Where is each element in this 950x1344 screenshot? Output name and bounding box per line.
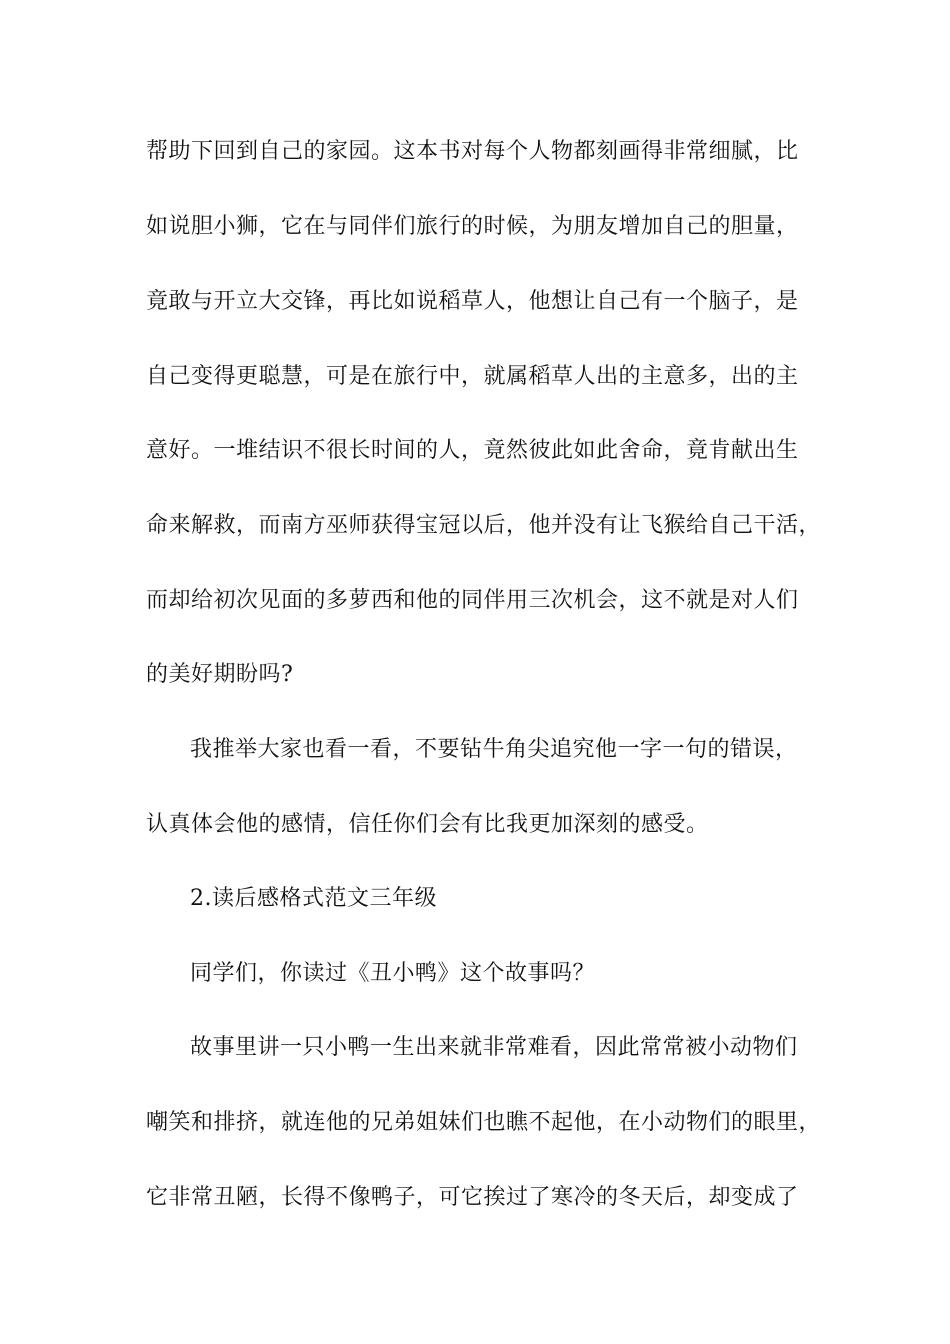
text-line: 的美好期盼吗? [146, 662, 294, 687]
text-line: 认真体会他的感情，信任你们会有比我更加深刻的感受。 [146, 812, 709, 837]
text-line: 嘲笑和排挤，就连他的兄弟姐妹们也瞧不起他，在小动物们的眼里， [146, 1110, 822, 1135]
text-line: 如说胆小狮，它在与同伴们旅行的时候，为朋友增加自己的胆量， [146, 214, 799, 239]
text-line: 同学们，你读过《丑小鸭》这个故事吗？ [190, 961, 596, 986]
text-line: 竟敢与开立大交锋，再比如说稻草人，他想让自己有一个脑子，是 [146, 289, 799, 314]
text-line: 意好。一堆结识不很长时间的人，竟然彼此如此舍命，竟肯献出生 [146, 438, 799, 463]
text-line: 故事里讲一只小鸭一生出来就非常难看，因此常常被小动物们 [190, 1035, 798, 1060]
text-line: 而却给初次见面的多萝西和他的同伴用三次机会，这不就是对人们 [146, 588, 799, 613]
text-line: 帮助下回到自己的家园。这本书对每个人物都刻画得非常细腻，比 [146, 139, 799, 164]
section-heading: 2.读后感格式范文三年级 [190, 886, 437, 911]
text-line: 命来解救，而南方巫师获得宝冠以后，他并没有让飞猴给自己干活， [146, 513, 822, 538]
text-line: 它非常丑陋，长得不像鸭子，可它挨过了寒冷的冬天后，却变成了 [146, 1185, 799, 1210]
text-line: 我推举大家也看一看，不要钻牛角尖追究他一字一句的错误， [190, 737, 798, 762]
text-line: 自己变得更聪慧，可是在旅行中，就属稻草人出的主意多，出的主 [146, 364, 799, 389]
